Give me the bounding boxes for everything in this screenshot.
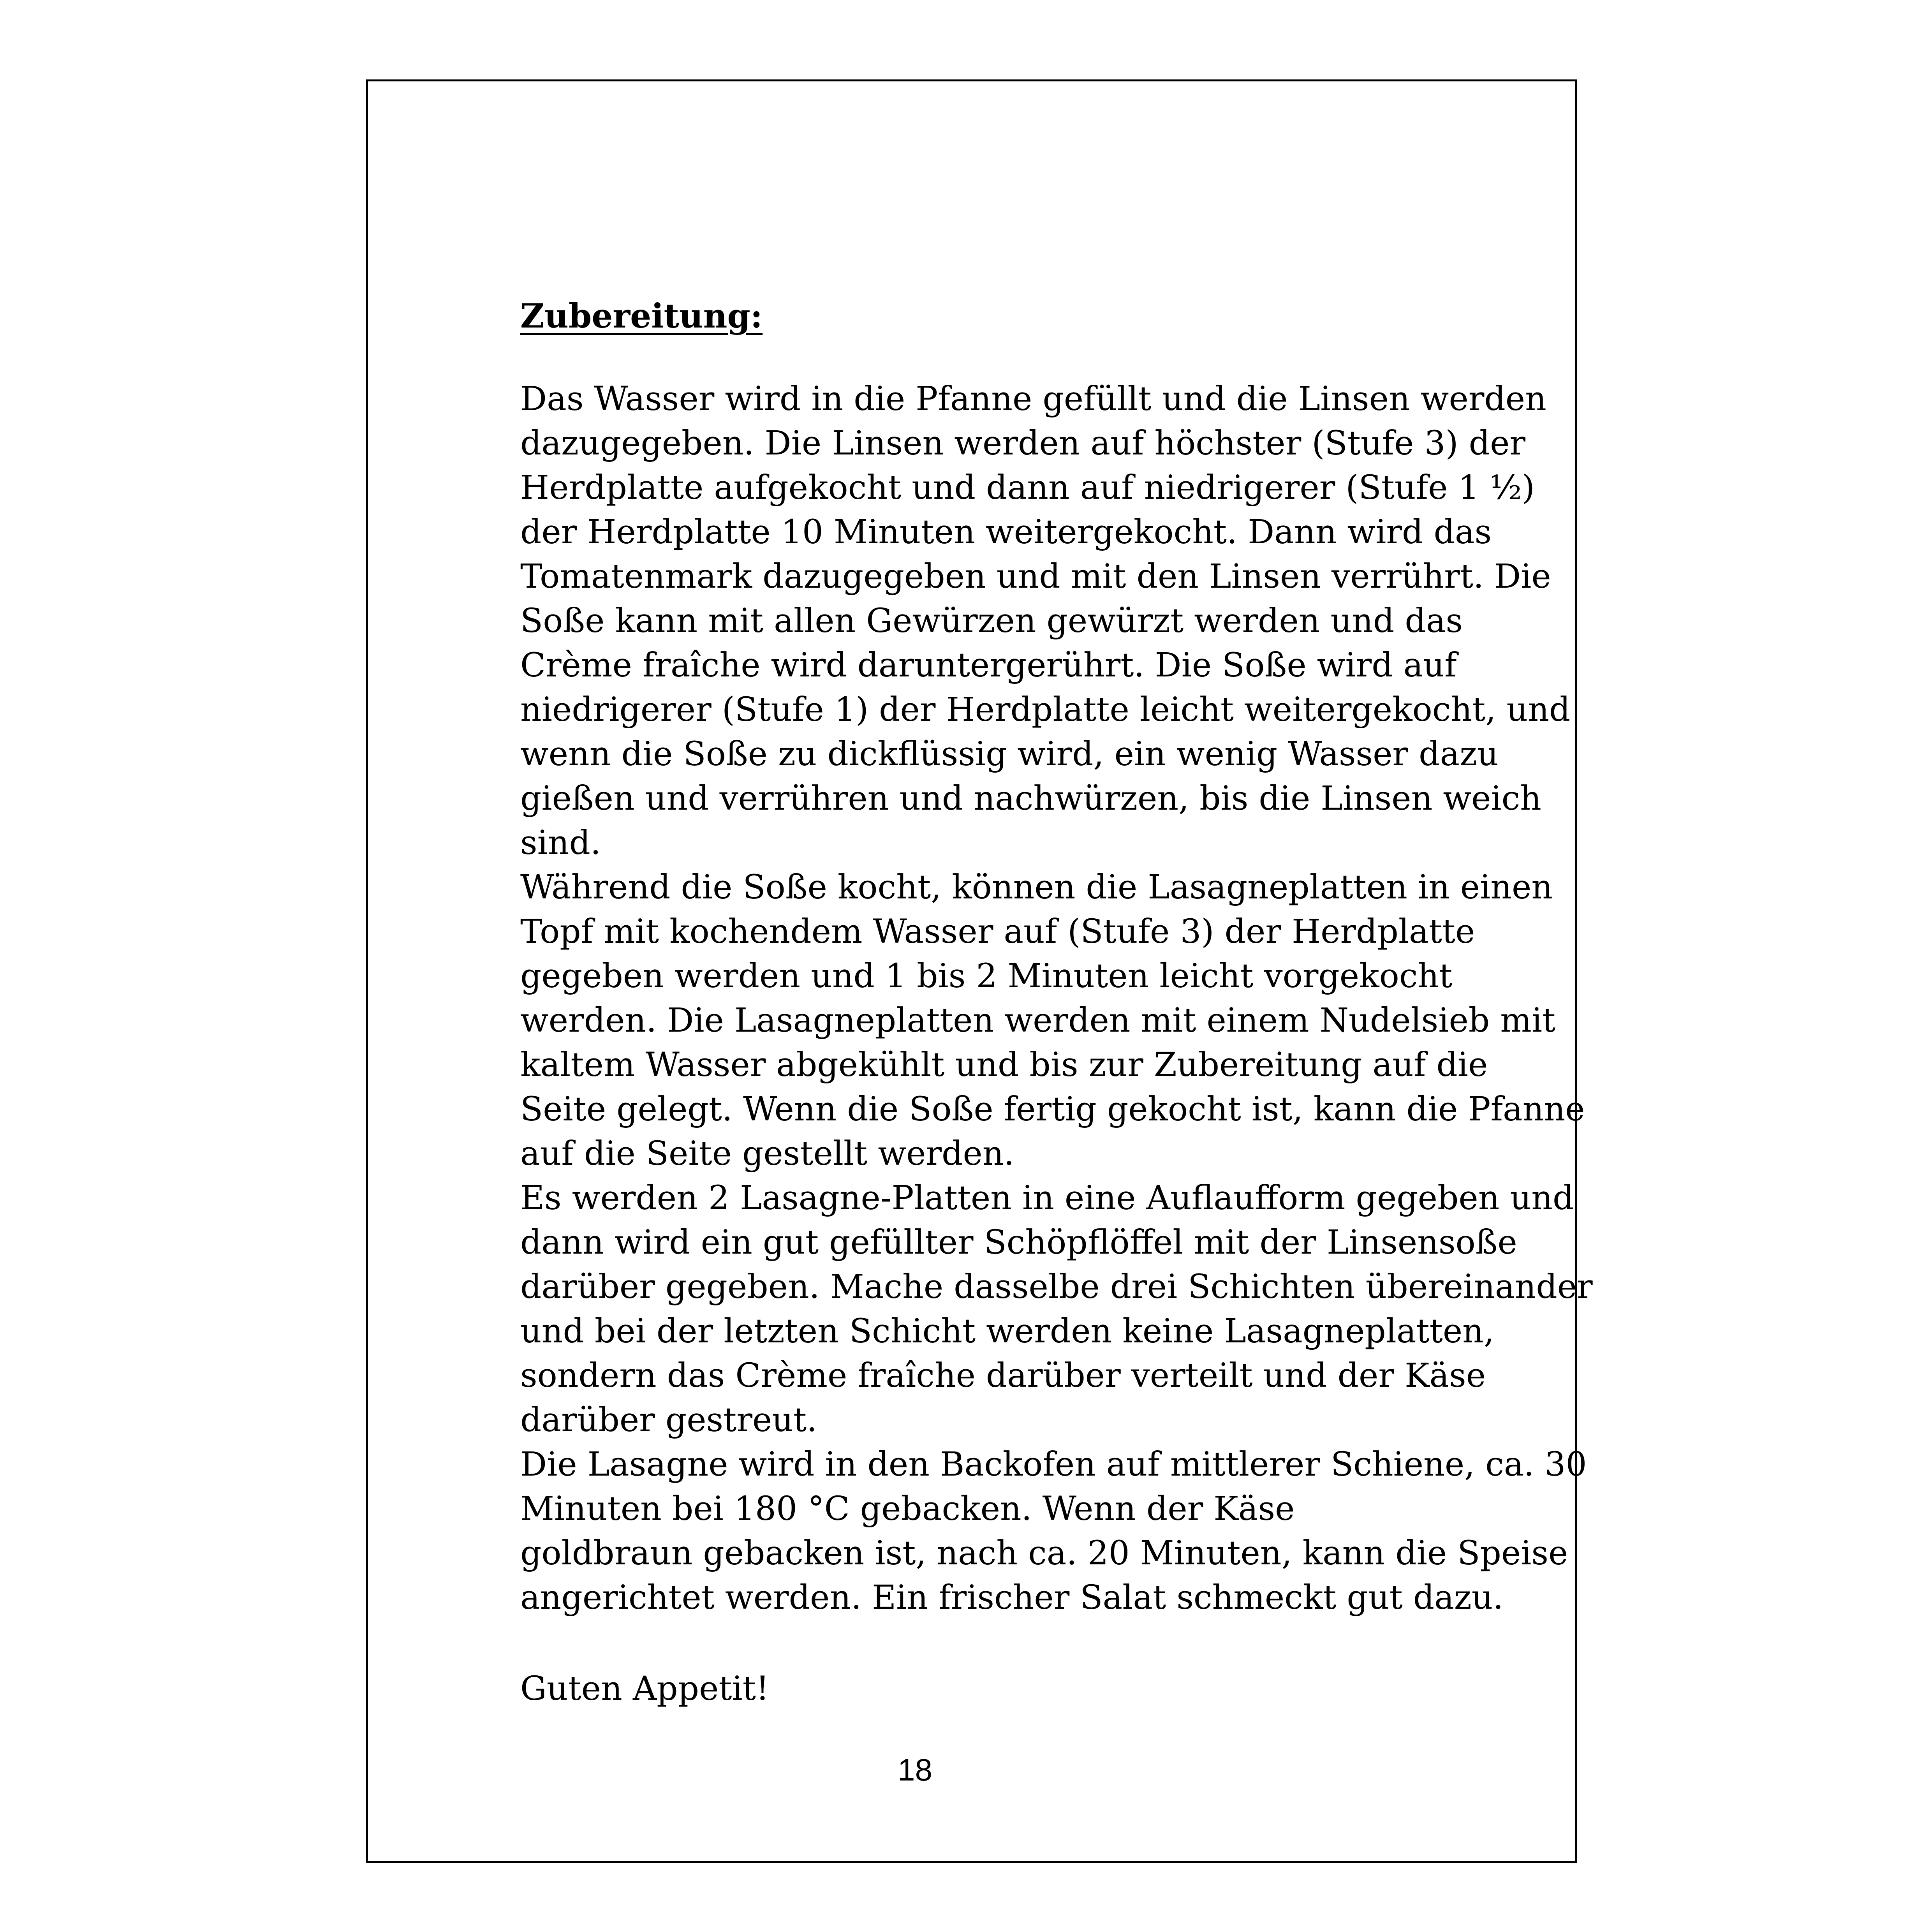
text-line: darüber gegeben. Mache dasselbe drei Schichten übereinander (520, 1268, 1593, 1306)
text-line: goldbraun gebacken ist, nach ca. 20 Minuten, kann die Speise (520, 1534, 1568, 1573)
text-line: und bei der letzten Schicht werden keine Lasagneplatten, (520, 1312, 1494, 1351)
text-line: dazugegeben. Die Linsen werden auf höchster (Stufe 3) der (520, 424, 1526, 463)
text-line: wenn die Soße zu dickflüssig wird, ein wenig Wasser dazu (520, 735, 1499, 773)
text-line: Topf mit kochendem Wasser auf (Stufe 3) der Herdplatte (520, 912, 1475, 951)
text-line: Das Wasser wird in die Pfanne gefüllt und die Linsen werden (520, 380, 1546, 418)
text-line: Crème fraîche wird daruntergerührt. Die Soße wird auf (520, 646, 1457, 685)
text-line: darüber gestreut. (520, 1401, 817, 1439)
text-line: auf die Seite gestellt werden. (520, 1134, 1014, 1173)
text-line: dann wird ein gut gefüllter Schöpflöffel mit der Linsensoße (520, 1223, 1517, 1262)
text-line: Während die Soße kocht, können die Lasagneplatten in einen (520, 868, 1553, 907)
text-line: Es werden 2 Lasagne-Platten in eine Auflaufform gegeben und (520, 1179, 1574, 1217)
text-line: angerichtet werden. Ein frischer Salat schmeckt gut dazu. (520, 1578, 1504, 1617)
text-line: Seite gelegt. Wenn die Soße fertig gekocht ist, kann die Pfanne (520, 1090, 1585, 1129)
text-line: gegeben werden und 1 bis 2 Minuten leicht vorgekocht (520, 957, 1453, 995)
text-line: werden. Die Lasagneplatten werden mit einem Nudelsieb mit (520, 1001, 1556, 1040)
text-line: Herdplatte aufgekocht und dann auf niedrigerer (Stufe 1 ½) (520, 468, 1535, 507)
text-line: Minuten bei 180 °C gebacken. Wenn der Käse (520, 1490, 1295, 1528)
text-line: sondern das Crème fraîche darüber verteilt und der Käse (520, 1356, 1486, 1395)
closing-line: Guten Appetit! (520, 1670, 770, 1708)
section-heading: Zubereitung: (520, 297, 763, 336)
text-line: der Herdplatte 10 Minuten weitergekocht. Dann wird das (520, 513, 1492, 551)
text-line: kaltem Wasser abgekühlt und bis zur Zubereitung auf die (520, 1046, 1488, 1084)
page-number: 18 (898, 1752, 932, 1787)
text-line: Tomatenmark dazugegeben und mit den Linsen verrührt. Die (520, 557, 1551, 596)
text-line: Die Lasagne wird in den Backofen auf mittlerer Schiene, ca. 30 (520, 1445, 1587, 1484)
recipe-instructions (520, 377, 1593, 1620)
text-line: niedrigerer (Stufe 1) der Herdplatte leicht weitergekocht, und (520, 690, 1571, 729)
text-line: gießen und verrühren und nachwürzen, bis die Linsen weich (520, 779, 1541, 818)
text-line: Soße kann mit allen Gewürzen gewürzt werden und das (520, 602, 1463, 640)
text-line: sind. (520, 824, 601, 862)
